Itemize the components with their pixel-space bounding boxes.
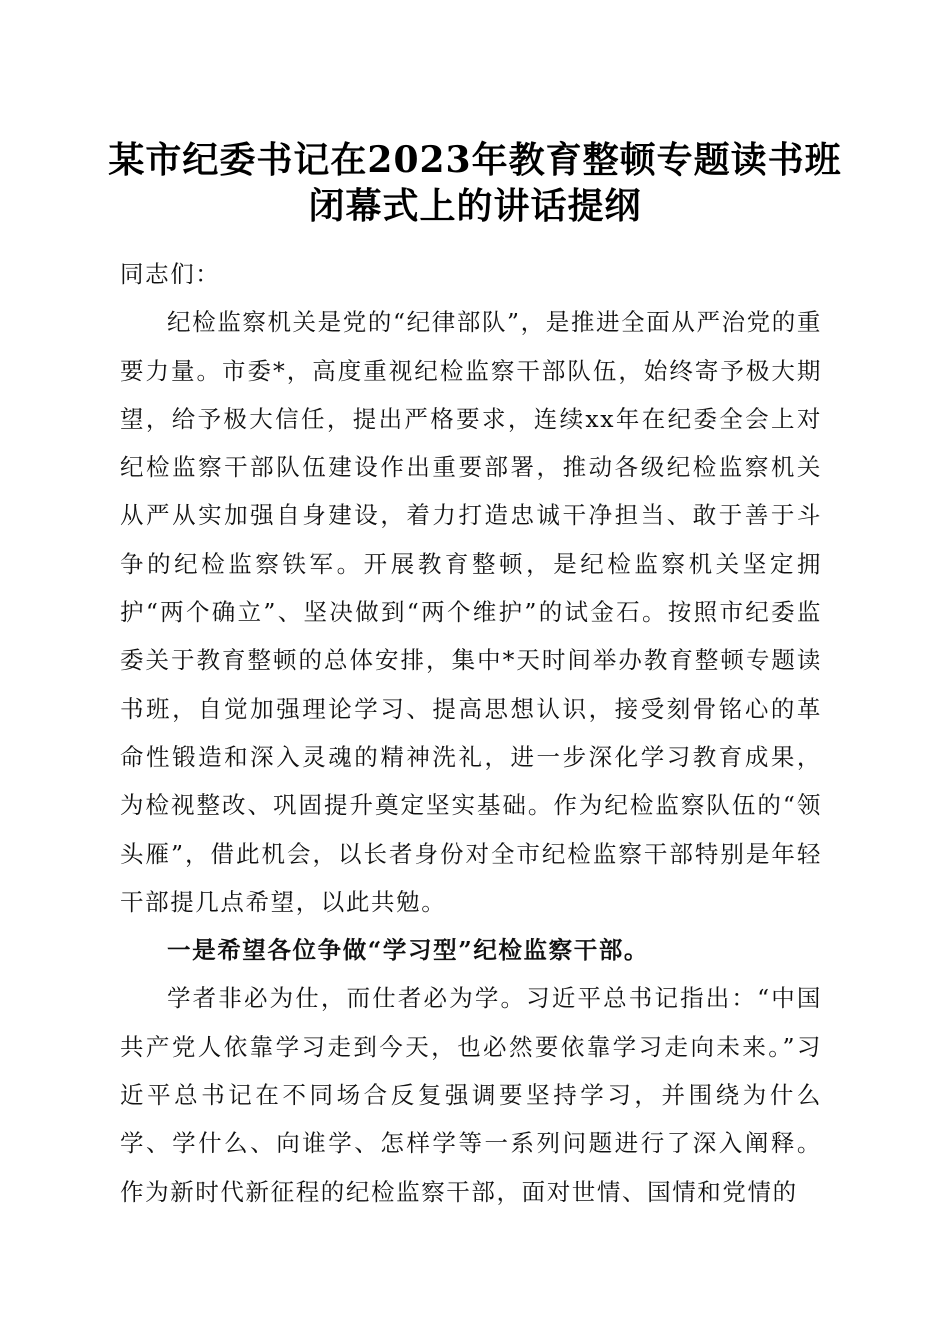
section-paragraph: 学者非必为仕，而仕者必为学。习近平总书记指出：“中国共产党人依靠学习走到今天，也必然要依靠学习走向未来。”习近平总书记在不同场合反复强调要坚持学习，并围绕为什么学、学什么、向谁学、怎样学等一系列问题进行了深入阐释。作为新时代新征程的纪检监察干部，面对世情、国情和党情的 xyxy=(120,984,822,1206)
intro-paragraph: 纪检监察机关是党的“纪律部队”，是推进全面从严治党的重要力量。市委*，高度重视纪检监察干部队伍，始终寄予极大期望，给予极大信任，提出严格要求，连续xx年在纪委全会上对纪检监察干部队伍建设作出重要部署，推动各级纪检监察机关从严从实加强自身建设，着力打造忠诚干净担当、敢于善于斗争的纪检监察铁军。开展教育整顿，是纪检监察机关坚定拥护“两个确立”、坚决做到“两个维护”的试金石。按照市纪委监委关于教育整顿的总体安排，集中*天时间举办教育整顿专题读书班，自觉加强理论学习、提高思想认识，接受刻骨铭心的革命性锻造和深入灵魂的精神洗礼，进一步深化学习教育成果，为检视整改、巩固提升奠定坚实基础。作为纪检监察队伍的“领头雁”，借此机会，以长者身份对全市纪检监察干部特别是年轻干部提几点希望，以此共勉。 xyxy=(120,308,822,916)
document-title-line-2: 闭幕式上的讲话提纲 xyxy=(308,185,642,227)
section-heading: 一是希望各位争做“学习型”纪检监察干部。 xyxy=(167,936,650,965)
salutation: 同志们： xyxy=(120,260,221,288)
document-body xyxy=(120,250,822,1216)
document-title-line-1: 某市纪委书记在2023年教育整顿专题读书班 xyxy=(108,139,842,181)
